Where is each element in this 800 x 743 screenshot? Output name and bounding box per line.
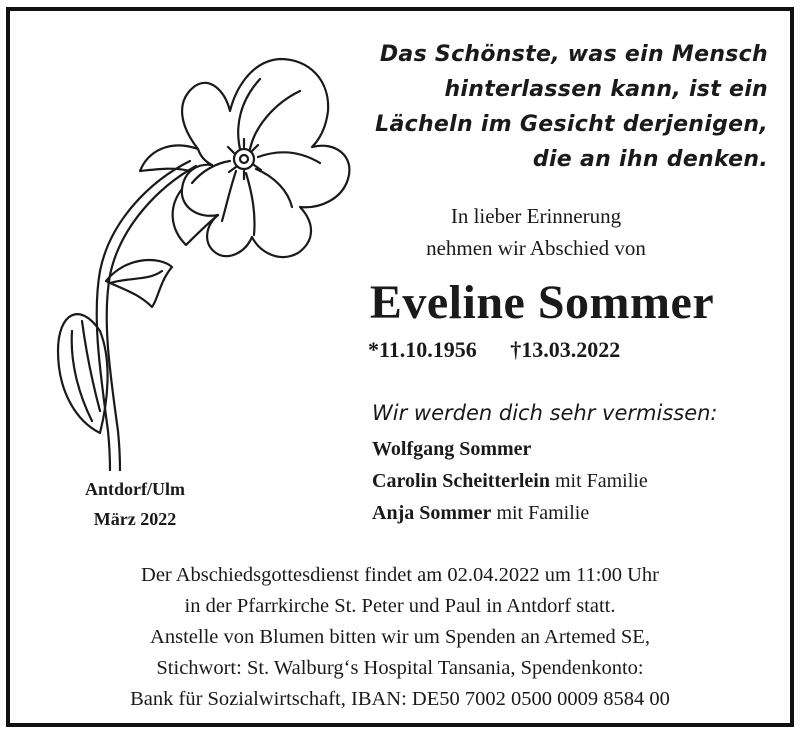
death-date: †13.03.2022 bbox=[510, 337, 621, 362]
obituary-notice bbox=[6, 7, 794, 727]
service-line: Stichwort: St. Walburg‘s Hospital Tansania, Spendenkonto: bbox=[156, 657, 644, 679]
memorial-quote bbox=[348, 37, 768, 177]
mourner-suffix: mit Familie bbox=[554, 470, 648, 492]
service-line: Bank für Sozialwirtschaft, IBAN: DE50 7002 0500 0009 8584 00 bbox=[130, 688, 670, 710]
intro-text bbox=[386, 200, 686, 264]
birth-date: *11.10.1956 bbox=[368, 337, 477, 362]
service-line: in der Pfarrkirche St. Peter und Paul in Antdorf statt. bbox=[184, 595, 616, 617]
mourner-suffix: mit Familie bbox=[496, 502, 590, 524]
mourner-row bbox=[372, 433, 648, 465]
deceased-name: Eveline Sommer bbox=[369, 276, 715, 329]
mourners-heading: Wir werden dich sehr vermissen: bbox=[372, 401, 718, 425]
intro-line: In lieber Erinnerung bbox=[450, 204, 622, 228]
service-information bbox=[10, 560, 790, 715]
place-date: März 2022 bbox=[93, 509, 177, 529]
intro-line: nehmen wir Abschied von bbox=[426, 236, 646, 260]
quote-line: Das Schönste, was ein Mensch bbox=[379, 42, 768, 67]
mourner-name: Anja Sommer bbox=[372, 502, 492, 524]
service-line: Der Abschiedsgottesdienst findet am 02.04.2022 um 11:00 Uhr bbox=[141, 564, 659, 586]
mourners-list bbox=[372, 433, 648, 529]
mourner-name: Carolin Scheitterlein bbox=[372, 470, 550, 492]
life-dates bbox=[368, 337, 728, 363]
place-location: Antdorf/Ulm bbox=[85, 479, 185, 499]
flower-illustration-icon bbox=[30, 31, 360, 471]
quote-line: die an ihn denken. bbox=[532, 147, 768, 172]
quote-line: Lächeln im Gesicht derjenigen, bbox=[375, 112, 768, 137]
quote-line: hinterlassen kann, ist ein bbox=[444, 77, 768, 102]
service-line: Anstelle von Blumen bitten wir um Spenden an Artemed SE, bbox=[150, 626, 650, 648]
mourner-row bbox=[372, 497, 648, 529]
mourner-name: Wolfgang Sommer bbox=[372, 438, 532, 460]
place-and-date bbox=[50, 474, 220, 534]
mourner-row bbox=[372, 465, 648, 497]
